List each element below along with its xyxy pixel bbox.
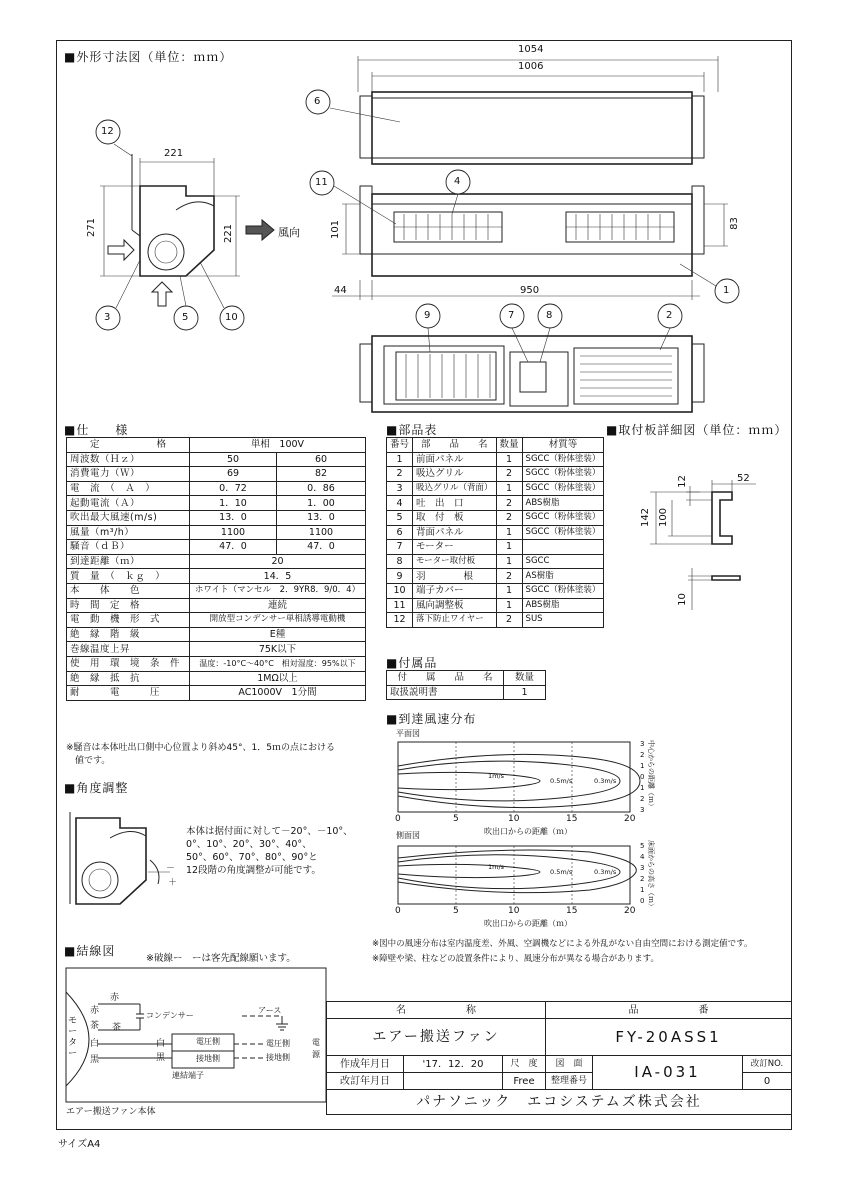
spec-label: 絶 縁 階 級	[67, 627, 190, 642]
part-material: SUS	[522, 613, 604, 628]
airflow-note-2: ※障壁や梁、柱などの設置条件により、風速分布が異なる場合があります。	[372, 954, 659, 964]
callout-9: 9	[424, 310, 431, 321]
part-no: 10	[387, 583, 413, 598]
spec-value-60hz: 60	[277, 452, 366, 467]
outline-section-title: ■外形寸法図（単位：ｍｍ）	[64, 50, 233, 64]
plan-x-tick: 15	[566, 814, 578, 824]
part-material: ABS樹脂	[522, 598, 604, 613]
angle-plus-label: ＋	[168, 878, 178, 888]
wiring-power-label: 電源	[312, 1038, 320, 1059]
plan-y-tick: 3	[640, 806, 645, 814]
callout-6: 6	[314, 96, 321, 107]
spec-label: 風量（m³/h）	[67, 525, 190, 540]
plan-y-tick: 2	[640, 751, 645, 759]
side-label-03ms: 0.3m/s	[594, 868, 617, 876]
angle-minus-label: －	[166, 864, 176, 874]
wiring-out-voltage: 電圧側	[266, 1039, 290, 1048]
part-qty: 1	[496, 554, 522, 569]
wiring-terminal-label: 連結端子	[172, 1071, 204, 1080]
spec-value-60hz: 1100	[277, 525, 366, 540]
part-qty: 1	[496, 583, 522, 598]
plan-y-tick: 1	[640, 784, 645, 792]
part-no: 6	[387, 525, 413, 540]
spec-value-60hz: 13．0	[277, 510, 366, 525]
plan-label-03ms: 0.3m/s	[594, 777, 617, 785]
part-name: 吸込グリル（背面）	[413, 481, 497, 496]
spec-value: 温度：-10°C～40°C 相対湿度：95%以下	[190, 656, 366, 671]
callout-2: 2	[666, 310, 673, 321]
title-scale-label: 尺 度	[503, 1056, 546, 1073]
wiring-white-wire: 白	[90, 1039, 100, 1049]
spec-label: 到達距離（ｍ）	[67, 554, 190, 569]
dim-10: 10	[676, 593, 688, 606]
dim-142: 142	[640, 507, 652, 528]
wiring-motor-label: モーター	[68, 1016, 78, 1059]
spec-label: 耐 電 圧	[67, 686, 190, 701]
part-no: 12	[387, 613, 413, 628]
wiring-note: ※破線ー ーは客先配線願います。	[146, 953, 296, 964]
wiring-body-label: エアー搬送ファン本体	[66, 1107, 156, 1117]
callout-12: 12	[101, 126, 114, 137]
spec-value-50hz: 50	[190, 452, 277, 467]
dim-100: 100	[658, 507, 670, 528]
part-qty: 1	[496, 481, 522, 496]
plan-x-tick: 20	[624, 814, 636, 824]
spec-label: 電 動 機 形 式	[67, 613, 190, 628]
spec-value-50hz: 1100	[190, 525, 277, 540]
parts-header-qty: 数量	[496, 438, 522, 453]
spec-value: 75K以下	[190, 642, 366, 657]
spec-label: 起動電流（Ａ）	[67, 496, 190, 511]
spec-label: 電 流 （ Ａ ）	[67, 481, 190, 496]
plan-view-title: 平面図	[396, 729, 420, 738]
angle-text-4: 12段階の角度調整が可能です。	[186, 865, 321, 876]
spec-value: 開放型コンデンサー単相誘導電動機	[190, 613, 366, 628]
spec-label: 騒音（ｄＢ）	[67, 540, 190, 555]
title-name-label: 名 称	[327, 1002, 546, 1019]
part-no: 9	[387, 569, 413, 584]
spec-value-50hz: 69	[190, 467, 277, 482]
spec-value-50hz: 1．10	[190, 496, 277, 511]
title-scale-value: Free	[503, 1073, 546, 1090]
spec-label: 吹出最大風速(m/s)	[67, 510, 190, 525]
plan-y-tick: 0	[640, 773, 645, 781]
spec-value: AC1000V 1分間	[190, 686, 366, 701]
dim-12: 12	[676, 475, 688, 488]
spec-value-50hz: 0．72	[190, 481, 277, 496]
wiring-red-wire: 赤	[90, 1006, 100, 1016]
part-name: 吸込グリル	[413, 467, 497, 482]
title-company: パナソニック エコシステムズ株式会社	[327, 1090, 792, 1115]
side-y-label: 床面からの高さ（ｍ）	[647, 840, 655, 910]
part-name: 前面パネル	[413, 452, 497, 467]
plan-x-tick: 5	[453, 814, 459, 824]
dim-950: 950	[520, 285, 540, 296]
part-no: 8	[387, 554, 413, 569]
plan-x-tick: 0	[395, 814, 401, 824]
part-material: ABS樹脂	[522, 496, 604, 511]
part-no: 4	[387, 496, 413, 511]
paper-size-label: サイズA4	[58, 1139, 101, 1150]
part-name: 背面パネル	[413, 525, 497, 540]
side-x-tick: 5	[453, 906, 459, 916]
accessory-qty: 1	[504, 685, 546, 700]
angle-text-1: 本体は据付面に対して－20°、－10°、	[186, 826, 353, 837]
spec-label: 時 間 定 格	[67, 598, 190, 613]
accessory-header-name: 付 属 品 名	[387, 671, 504, 686]
spec-value: 14．5	[190, 569, 366, 584]
dim-221-height: 221	[223, 223, 235, 244]
part-material: SGCC（粉体塗装）	[522, 467, 604, 482]
part-qty: 2	[496, 613, 522, 628]
wiring-brown-wire-2: 茶	[112, 1023, 122, 1033]
part-qty: 2	[496, 467, 522, 482]
side-y-tick: 5	[640, 842, 645, 850]
wiring-white-label: 白	[156, 1039, 166, 1049]
spec-label: 周波数（Ｈｚ）	[67, 452, 190, 467]
part-no: 2	[387, 467, 413, 482]
side-x-tick: 0	[395, 906, 401, 916]
plan-label-1ms: 1m/s	[488, 772, 505, 780]
part-material: SGCC（粉体塗装）	[522, 525, 604, 540]
spec-section-title: ■仕 様	[64, 423, 129, 437]
spec-value: 1MΩ以上	[190, 671, 366, 686]
spec-value-50hz: 47．0	[190, 540, 277, 555]
wiring-black-wire: 黒	[90, 1055, 100, 1065]
part-qty: 1	[496, 525, 522, 540]
spec-value-50hz: 13．0	[190, 510, 277, 525]
parts-header-name: 部 品 名	[413, 438, 497, 453]
part-qty: 2	[496, 510, 522, 525]
title-revised-label: 改訂年月日	[327, 1073, 404, 1090]
airflow-section-title: ■到達風速分布	[386, 712, 477, 726]
part-material: SGCC（粉体塗装）	[522, 452, 604, 467]
spec-note-line2: 値です。	[66, 756, 111, 766]
wiring-black-label: 黒	[156, 1053, 166, 1063]
title-serial-label: 整理番号	[546, 1073, 593, 1090]
callout-7: 7	[508, 310, 515, 321]
bracket-section-title: ■取付板詳細図（単位：ｍｍ）	[606, 423, 788, 437]
angle-text-2: 0°、10°、20°、30°、40°、	[186, 839, 312, 850]
wiring-earth-label: アース	[258, 1006, 282, 1015]
title-revision-number: 0	[743, 1073, 792, 1090]
spec-value-60hz: 1．00	[277, 496, 366, 511]
title-model-number: FY-20ASS1	[546, 1019, 792, 1056]
callout-4: 4	[454, 176, 461, 187]
spec-header-rating: 定 格	[67, 438, 190, 453]
callout-1: 1	[723, 285, 730, 296]
part-material: SGCC	[522, 554, 604, 569]
part-name: 落下防止ワイヤー	[413, 613, 497, 628]
part-qty: 2	[496, 569, 522, 584]
dim-1054: 1054	[518, 44, 544, 55]
parts-header-material: 材質等	[522, 438, 604, 453]
side-y-tick: 3	[640, 864, 645, 872]
wiring-terminal-voltage: 電圧側	[196, 1037, 220, 1046]
title-drawing-label: 図 面	[546, 1056, 593, 1073]
part-name: モーター	[413, 540, 497, 555]
side-x-tick: 20	[624, 906, 636, 916]
parts-section-title: ■部品表	[386, 423, 438, 437]
dim-101: 101	[330, 219, 342, 240]
spec-header-voltage: 単相 100V	[190, 438, 366, 453]
part-name: 風向調整板	[413, 598, 497, 613]
part-name: 端子カバー	[413, 583, 497, 598]
part-qty: 1	[496, 452, 522, 467]
accessory-name: 取扱説明書	[387, 685, 504, 700]
spec-label: 質 量 （ ｋｇ ）	[67, 569, 190, 584]
callout-5: 5	[182, 312, 189, 323]
side-y-tick: 4	[640, 853, 645, 861]
part-qty: 1	[496, 598, 522, 613]
accessory-header-qty: 数量	[504, 671, 546, 686]
wind-direction-label: 風向	[278, 226, 300, 239]
plan-y-tick: 1	[640, 762, 645, 770]
dim-52: 52	[737, 473, 750, 484]
spec-label: 本 体 色	[67, 583, 190, 598]
angle-text-3: 50°、60°、70°、80°、90°と	[186, 852, 318, 863]
accessory-section-title: ■付属品	[386, 656, 438, 670]
title-product-name: エアー搬送ファン	[327, 1019, 546, 1056]
callout-10: 10	[225, 312, 238, 323]
dim-1006: 1006	[518, 61, 544, 72]
spec-value-60hz: 0．86	[277, 481, 366, 496]
part-qty: 2	[496, 496, 522, 511]
part-material: SGCC（粉体塗装）	[522, 510, 604, 525]
part-name: 取 付 板	[413, 510, 497, 525]
spec-value-60hz: 47．0	[277, 540, 366, 555]
airflow-note-1: ※図中の風速分布は室内温度差、外風、空調機などによる外乱がない自由空間における測定値です。	[372, 939, 753, 949]
plan-x-label: 吹出口からの距離（ｍ）	[484, 827, 572, 836]
dim-271: 271	[86, 217, 98, 238]
side-y-tick: 0	[640, 897, 645, 905]
part-qty: 1	[496, 540, 522, 555]
part-material: SGCC（粉体塗装）	[522, 481, 604, 496]
side-y-tick: 1	[640, 886, 645, 894]
spec-value: ホワイト（マンセル 2．9YR8．9/0．4）	[190, 583, 366, 598]
plan-x-tick: 10	[508, 814, 520, 824]
dim-83: 83	[728, 217, 740, 230]
title-drawing-number: IA-031	[593, 1056, 743, 1090]
wiring-red-wire-top: 赤	[110, 993, 120, 1003]
spec-value-60hz: 82	[277, 467, 366, 482]
side-label-05ms: 0.5m/s	[550, 868, 573, 876]
plan-y-tick: 3	[640, 740, 645, 748]
part-material: SGCC（粉体塗装）	[522, 583, 604, 598]
spec-label: 絶 縁 抵 抗	[67, 671, 190, 686]
spec-label: 消費電力（Ｗ）	[67, 467, 190, 482]
part-name: 羽 根	[413, 569, 497, 584]
angle-section-title: ■角度調整	[64, 781, 129, 795]
part-no: 3	[387, 481, 413, 496]
side-view-title: 側面図	[396, 831, 420, 840]
side-y-tick: 2	[640, 875, 645, 883]
spec-note-line1: ※騒音は本体吐出口側中心位置より斜め45°、1．5ｍの点における	[66, 743, 335, 753]
title-block	[326, 1001, 792, 1115]
title-revision-label: 改訂NO.	[743, 1056, 792, 1073]
callout-3: 3	[104, 312, 111, 323]
title-created-date: '17．12．20	[404, 1056, 503, 1073]
part-no: 1	[387, 452, 413, 467]
wiring-brown-wire: 茶	[90, 1021, 100, 1031]
dim-44: 44	[334, 285, 347, 296]
callout-11: 11	[315, 177, 328, 188]
part-material: AS樹脂	[522, 569, 604, 584]
part-name: モーター取付板	[413, 554, 497, 569]
wiring-out-ground: 接地側	[266, 1053, 290, 1062]
wiring-terminal-ground: 接地側	[196, 1054, 220, 1063]
parts-header-no: 番号	[387, 438, 413, 453]
title-part-label: 品 番	[546, 1002, 792, 1019]
part-name: 吐 出 口	[413, 496, 497, 511]
plan-label-05ms: 0.5m/s	[550, 777, 573, 785]
part-no: 5	[387, 510, 413, 525]
plan-y-label: 中心からの距離（ｍ）	[647, 740, 655, 810]
side-x-label: 吹出口からの距離（ｍ）	[484, 919, 572, 928]
wiring-section-title: ■結線図	[64, 944, 116, 958]
side-x-tick: 15	[566, 906, 578, 916]
spec-label: 巻線温度上昇	[67, 642, 190, 657]
part-no: 11	[387, 598, 413, 613]
side-label-1ms: 1m/s	[488, 863, 505, 871]
side-x-tick: 10	[508, 906, 520, 916]
spec-value: E種	[190, 627, 366, 642]
spec-value: 20	[190, 554, 366, 569]
title-created-label: 作成年月日	[327, 1056, 404, 1073]
callout-8: 8	[546, 310, 553, 321]
dim-221-width: 221	[164, 148, 184, 159]
plan-y-tick: 2	[640, 795, 645, 803]
spec-label: 使 用 環 境 条 件	[67, 656, 190, 671]
spec-value: 連続	[190, 598, 366, 613]
part-no: 7	[387, 540, 413, 555]
wiring-capacitor-label: コンデンサー	[146, 1011, 194, 1020]
